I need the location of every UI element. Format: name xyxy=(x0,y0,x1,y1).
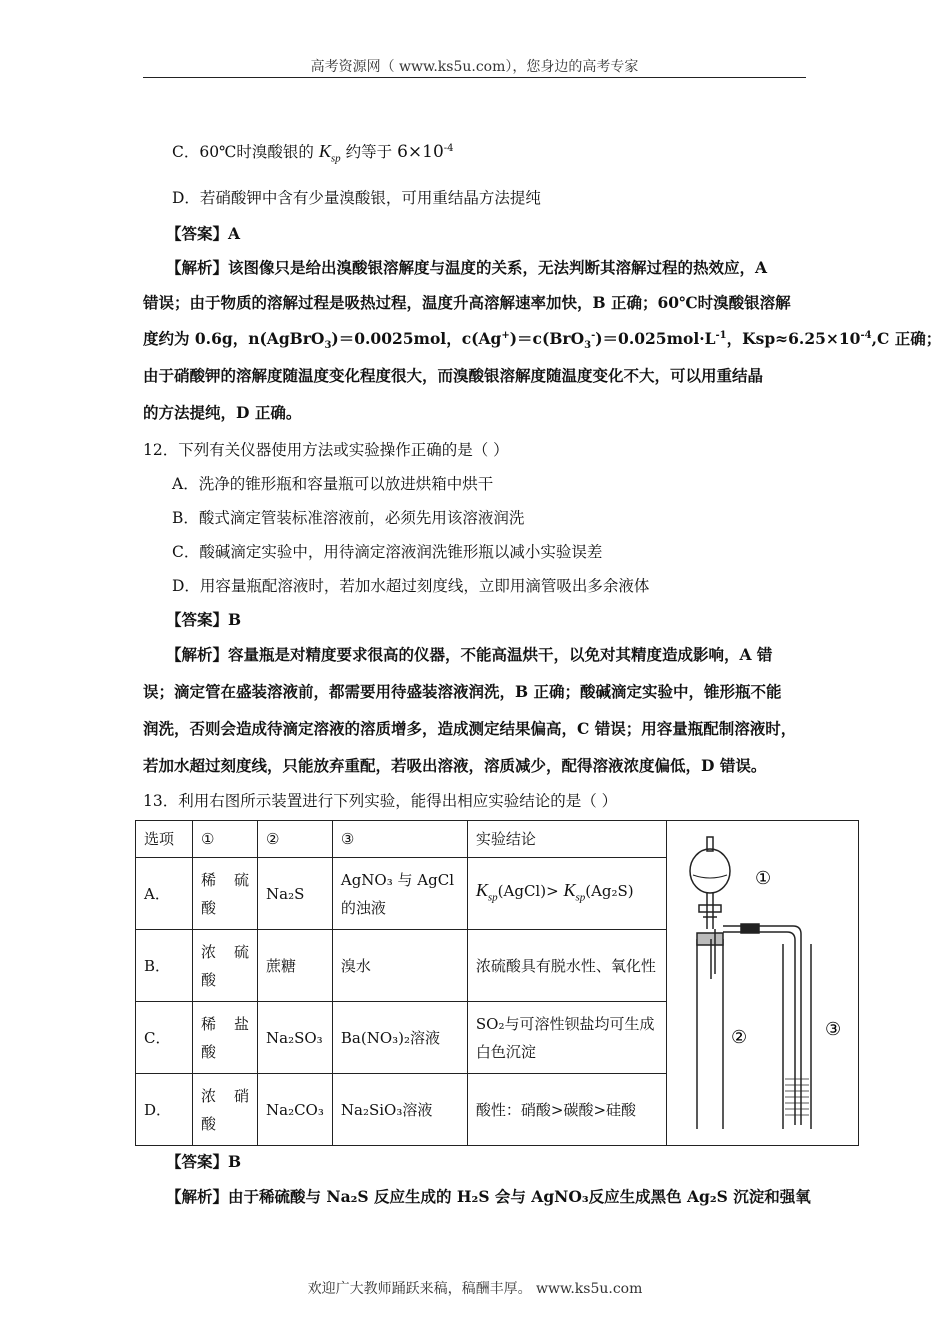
q12-analysis-line: 误；滴定管在盛装溶液前，都需要用待盛装溶液润洗，B 正确；酸碱滴定实验中，锥形瓶不能 xyxy=(143,682,782,701)
reagent2-cell: 蔗糖 xyxy=(258,930,333,1002)
q11-answer: 【答案】A xyxy=(166,224,241,243)
q12-option: C．酸碱滴定实验中，用待滴定溶液润洗锥形瓶以减小实验误差 xyxy=(172,543,603,561)
q13-stem: 13．利用右图所示装置进行下列实验，能得出相应实验结论的是（ ） xyxy=(143,792,618,810)
reagent2-cell: Na₂S xyxy=(258,858,333,930)
reagent2-cell: Na₂SO₃ xyxy=(258,1002,333,1074)
header-rule xyxy=(143,77,806,78)
header-cell: ③ xyxy=(332,821,467,858)
q13-answer: 【答案】B xyxy=(166,1152,242,1171)
q11-option-d: D．若硝酸钾中含有少量溴酸银，可用重结晶方法提纯 xyxy=(172,189,541,207)
reagent3-cell: Ba(NO₃)₂溶液 xyxy=(332,1002,467,1074)
apparatus-label: ① xyxy=(755,867,772,889)
q12-analysis-line: 若加水超过刻度线，只能放弃重配，若吸出溶液，溶质减少，配得溶液浓度偏低，D 错误。 xyxy=(143,756,767,775)
q12-option: B．酸式滴定管装标准溶液前，必须先用该溶液润洗 xyxy=(172,509,525,527)
q11-analysis-line: 【解析】该图像只是给出溴酸银溶解度与温度的关系，无法判断其溶解过程的热效应，A xyxy=(166,258,768,277)
conclusion-cell: $K_{sp}(AgCl)> K_{sp}(Ag_2S)$ xyxy=(467,858,666,930)
reagent3-cell: 溴水 xyxy=(332,930,467,1002)
q12-option: D．用容量瓶配溶液时，若加水超过刻度线，立即用滴管吸出多余液体 xyxy=(172,577,650,595)
option-cell: D． xyxy=(136,1074,193,1146)
q12-answer: 【答案】B xyxy=(166,610,242,629)
conclusion-cell: 酸性：硝酸>碳酸>硅酸 xyxy=(467,1074,666,1146)
option-cell: B． xyxy=(136,930,193,1002)
q13-analysis-line: 【解析】由于稀硫酸与 Na₂S 反应生成的 H₂S 会与 AgNO₃反应生成黑色 Ag₂S 沉淀和强氧 xyxy=(166,1187,811,1206)
conclusion-cell: 浓硫酸具有脱水性、氧化性 xyxy=(467,930,666,1002)
q12-analysis-line: 润洗，否则会造成待滴定溶液的溶质增多，造成测定结果偏高，C 错误；用容量瓶配制溶液时， xyxy=(143,719,797,738)
q12-stem: 12．下列有关仪器使用方法或实验操作正确的是（ ） xyxy=(143,441,509,459)
q11-analysis-line: 度约为 0.6g，n(AgBrO$_3$)＝0.0025mol，$c(Ag^+)=c(BrO_3^-)=0.025mol\cdot L^{-1}$，$Ksp\approx 6.25\times 10^{-4},C$ 正确； xyxy=(143,329,942,352)
reagent1-cell: 浓 硫 酸 xyxy=(193,930,258,1002)
table-header-row xyxy=(136,821,859,858)
header-cell: ① xyxy=(193,821,258,858)
apparatus-figure xyxy=(666,821,858,1146)
q12-analysis-line: 【解析】容量瓶是对精度要求很高的仪器，不能高温烘干，以免对其精度造成影响，A 错 xyxy=(166,645,773,664)
apparatus-label: ③ xyxy=(825,1018,842,1040)
q11-analysis-line: 错误；由于物质的溶解过程是吸热过程，温度升高溶解速率加快，B 正确；60℃时溴酸银溶解 xyxy=(143,293,791,312)
header-cell: 选项 xyxy=(136,821,193,858)
reagent1-cell: 稀 硫 酸 xyxy=(193,858,258,930)
ksp-symbol: $K_{sp}$ xyxy=(318,141,341,165)
header-cell: ② xyxy=(258,821,333,858)
reagent1-cell: 浓 硝 酸 xyxy=(193,1074,258,1146)
reagent3-cell: Na₂SiO₃溶液 xyxy=(332,1074,467,1146)
q11-analysis-line: 由于硝酸钾的溶解度随温度变化程度很大，而溴酸银溶解度随温度变化不大，可以用重结晶 xyxy=(143,366,764,385)
option-cell: C． xyxy=(136,1002,193,1074)
option-cell: A． xyxy=(136,858,193,930)
reagent1-cell: 稀 盐 酸 xyxy=(193,1002,258,1074)
q11-analysis-line: 的方法提纯，D 正确。 xyxy=(143,403,302,422)
page-header: 高考资源网（ www.ks5u.com），您身边的高考专家 xyxy=(310,59,639,75)
apparatus-diagram xyxy=(667,829,857,1129)
q11-option-c: C．60℃时溴酸银的 $K_{sp}$ 约等于 $6\times 10^{-4}$ xyxy=(172,141,454,165)
reagent3-cell: AgNO₃ 与 AgCl 的浊液 xyxy=(332,858,467,930)
q13-table xyxy=(135,820,859,1146)
reagent2-cell: Na₂CO₃ xyxy=(258,1074,333,1146)
apparatus-label: ② xyxy=(731,1026,748,1048)
header-cell: 实验结论 xyxy=(467,821,666,858)
conclusion-cell: SO₂与可溶性钡盐均可生成白色沉淀 xyxy=(467,1002,666,1074)
q12-option: A．洗净的锥形瓶和容量瓶可以放进烘箱中烘干 xyxy=(172,475,494,493)
page-footer: 欢迎广大教师踊跃来稿，稿酬丰厚。 www.ks5u.com xyxy=(307,1281,643,1297)
